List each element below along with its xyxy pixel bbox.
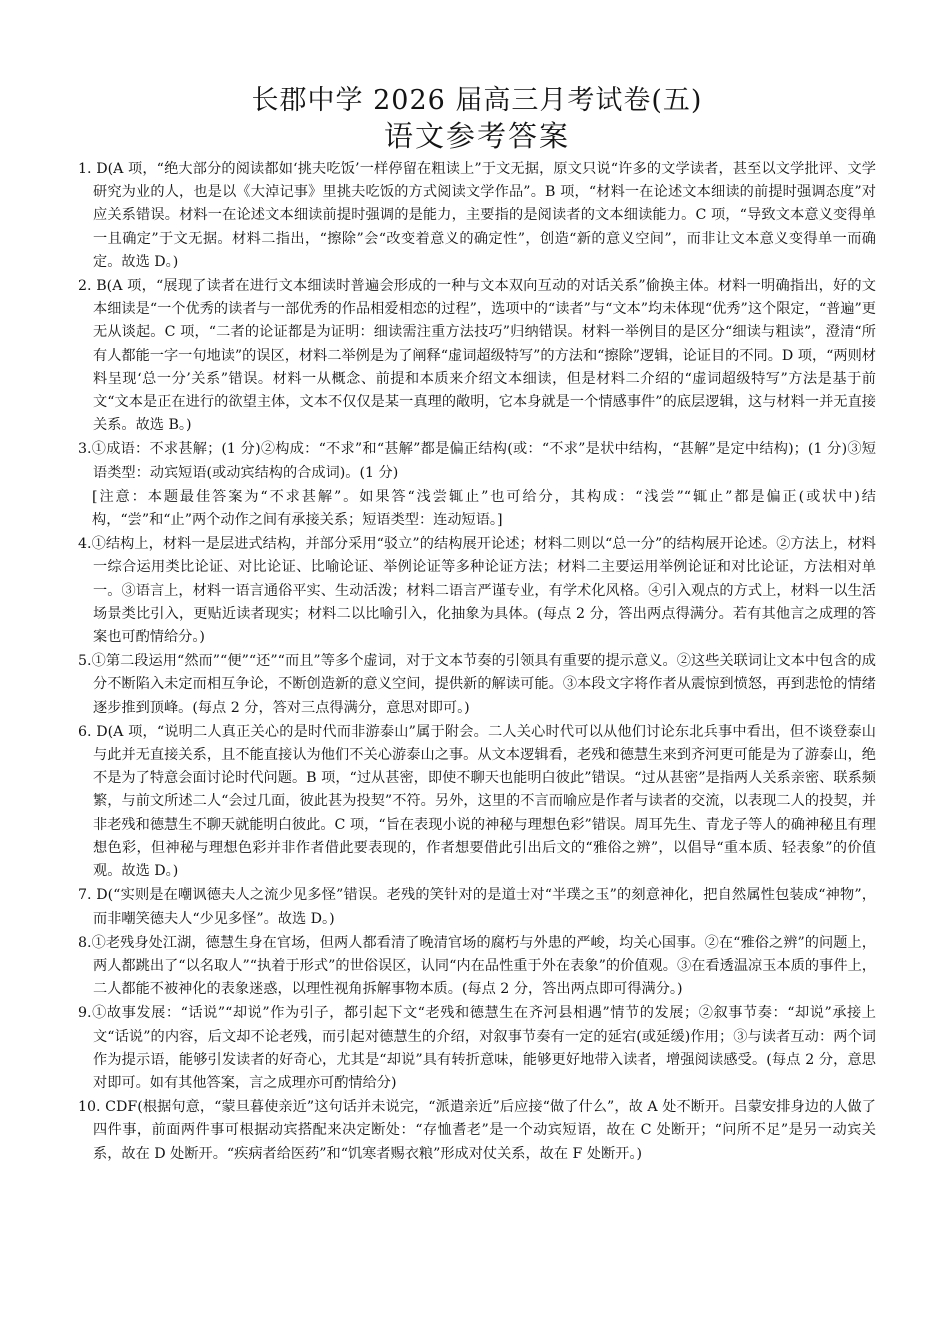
answer-item-3-note: [注意：本题最佳答案为“不求甚解”。如果答“浅尝辄止”也可给分，其构成：“浅尝”“辄止”都是偏正(或状中)结构，“尝”和“止”两个动作之间有承接关系；短语类型：连动短语。] [92, 488, 876, 529]
answer-item-8: 8.①老残身处江湖，德慧生身在官场，但两人都看清了晚清官场的腐朽与外患的严峻，均关心国事。②在“雅俗之辨”的问题上，两人都跳出了“以名取人”“执着于形式”的世俗误区，认同“内在品性重于外在表象”的价值观。③在看透温凉玉本质的事件上，二人都能不被神化的表象迷惑，以理性视角拆解事物本质。(每点 2 分，答出两点即可得满分。) [78, 934, 876, 998]
answer-item-2: 2. B(A 项，“展现了读者在进行文本细读时普遍会形成的一种与文本双向互动的对话关系”偷换主体。材料一明确指出，好的文本细读是“一个优秀的读者与一部优秀的作品相爱相恋的过程”，选项中的“读者”与“文本”均未体现“优秀”这个限定，“普遍”更无从谈起。C 项，“二者的论证都是为证明：细读需注重方法技巧”归纳错误。材料一举例目的是区分“细读与粗读”，澄清“所有人都能一字一句地读”的误区，材料二举例是为了阐释“虚词超级特写”的方法和“擦除”逻辑，论证目的不同。D 项，“两则材料呈现‘总一分’关系”错误。材料一从概念、前提和本质来介绍文本细读，但是材料二介绍的“虚词超级特写”方法是基于前文“文本是正在进行的欲望主体，文本不仅仅是某一真理的敞明，它本身就是一个情感事件”的底层逻辑，这与材料一并无直接关系。故选 B。) [78, 278, 876, 434]
exam-title: 长郡中学 2026 届高三月考试卷(五) [251, 85, 703, 116]
answer-item-5: 5.①第二段运用“然而”“便”“还”“而且”等多个虚词，对于文本节奏的引领具有重要的提示意义。②这些关联词让文本中包含的成分不断陷入未定而相互争论，不断创造新的意义空间，提供新的解读可能。③本段文字将作者从震惊到愤怒，再到悲怆的情绪逐步推到顶峰。(每点 2 分，答对三点得满分，意思对即可。) [78, 653, 876, 716]
answer-list [78, 158, 876, 1166]
answer-item-1: 1. D(A 项，“绝大部分的阅读都如‘挑夫吃饭’一样停留在粗读上”于文无据，原文只说“许多的文学读者，甚至以文学批评、文学研究为业的人，也是以《大淖记事》里挑夫吃饭的方式阅读文学作品”。B 项，“材料一在论述文本细读的前提时强调态度”对应关系错误。材料一在论述文本细读前提时强调的是能力，主要指的是阅读者的文本细读能力。C 项，“导致文本意义变得单一且确定”于文无据。材料二指出，“擦除”会“改变着意义的确定性”，创造“新的意义空间”，而非让文本意义变得单一而确定。故选 D。) [78, 161, 876, 270]
answer-item-7: 7. D(“实则是在嘲讽德夫人之流少见多怪”错误。老残的笑针对的是道士对“半璞之玉”的刻意神化，把自然属性包装成“神物”，而非嘲笑德夫人“少见多怪”。故选 D。) [78, 887, 876, 927]
answer-item-10: 10. CDF(根据句意，“蒙旦暮使亲近”这句话并未说完，“派遣亲近”后应接“做了什么”，故 A 处不断开。吕蒙安排身边的人做了四件事，前面两件事可根据动宾搭配来决定断处：“存恤耆老”是一个动宾短语，故在 C 处断开；“问所不足”是另一动宾关系，故在 D 处断开。“疾病者给医药”和“饥寒者赐衣粮”形成对仗关系，故在 F 处断开。) [78, 1099, 876, 1162]
answer-item-4: 4.①结构上，材料一是层进式结构，并部分采用“驳立”的结构展开论述；材料二则以“总一分”的结构展开论述。②方法上，材料一综合运用类比论证、对比论证、比喻论证、举例论证等多种论证方法；材料二主要运用举例论证和对比论证，方法相对单一。③语言上，材料一语言通俗平实、生动活泼；材料二语言严谨专业，有学术化风格。④引入观点的方式上，材料一以生活场景类比引入，更贴近读者现实；材料二以比喻引入，化抽象为具体。(每点 2 分，答出两点得满分。若有其他言之成理的答案也可酌情给分。) [78, 536, 876, 646]
answer-item-6: 6. D(A 项，“说明二人真正关心的是时代而非游泰山”属于附会。二人关心时代可以从他们讨论东北兵事中看出，但不谈登泰山与此并无直接关系，且不能直接认为他们不关心游泰山之事。从文本逻辑看，老残和德慧生来到齐河更可能是为了游泰山，绝不是为了特意会面讨论时代问题。B 项，“过从甚密，即使不聊天也能明白彼此”错误。“过从甚密”是指两人关系亲密、联系频繁，与前文所述二人“会过几面，彼此甚为投契”不符。另外，这里的不言而喻应是作者与读者的交流，以表现二人的投契，并非老残和德慧生不聊天就能明白彼此。C 项，“旨在表现小说的神秘与理想色彩”错误。周耳先生、青龙子等人的确神秘且有理想色彩，但神秘与理想色彩并非作者借此要表现的，作者想要借此引出后文的“雅俗之辨”，以倡导“重本质、轻表象”的价值观。故选 D。) [78, 723, 876, 880]
answer-item-9: 9.①故事发展：“话说”“却说”作为引子，都引起下文“老残和德慧生在齐河县相遇”情节的发展；②叙事节奏：“却说”承接上文“话说”的内容，后文却不论老残，而引起对德慧生的介绍，对叙事节奏有一定的延宕(或延缓)作用；③与读者互动：两个词作为提示语，能够引发读者的好奇心，尤其是“却说”具有转折意味，能够更好地带入读者，增强阅读感受。(每点 2 分，意思对即可。如有其他答案，言之成理亦可酌情给分) [78, 1005, 876, 1091]
answer-key-subtitle: 语文参考答案 [383, 119, 570, 153]
answer-item-3: 3.①成语：不求甚解；(1 分)②构成：“不求”和“甚解”都是偏正结构(或：“不求”是状中结构，“甚解”是定中结构)；(1 分)③短语类型：动宾短语(或动宾结构的合成词)。(1 分) [78, 441, 876, 481]
